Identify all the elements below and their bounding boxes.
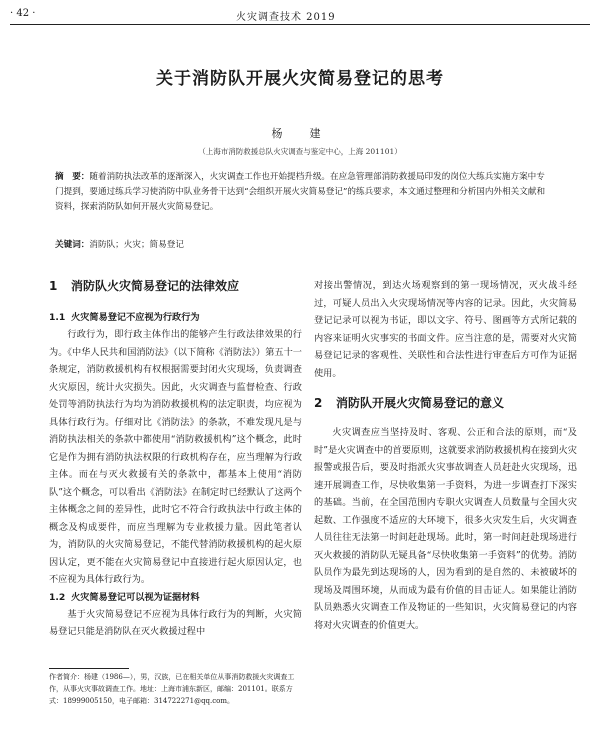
- paragraph: 行政行为，即行政主体作出的能够产生行政法律效果的行为。《中华人民共和国消防法》（以下简称《消防法》）第五十一条规定，消防救援机构有权根据需要封闭火灾现场，负责调查火灾原因，统计火灾损失。因此，火灾调查与监督检查、行政处罚等消防执法行为均为消防救援机构的法定职责，均应视为具体行政行为。仔细对比《消防法》的条款，不难发现凡是与消防执法相关的条款中都使用“消防救援机构”这个概念，此时它是作为拥有消防执法权限的行政机构存在，应当理解为行政主体。而在与灭火救援有关的条款中，都基本上使用“消防队”这个概念，可以看出《消防法》在制定时已经默认了这两个主体概念之间的差异性，此时它不符合行政执法中行政主体的概念及构成要件，而应当理解为专业救援力量。因此笔者认为，消防队的火灾简易登记，不能代替消防救援机构的起火原因认定，更不能在火灾简易登记中直接进行起火原因认定，也不应视为具体行政行为。: [49, 329, 302, 585]
- section-number: 1: [49, 279, 58, 293]
- paragraph: 基于火灾简易登记不应视为具体行政行为的判断，火灾简易登记只能是消防队在灭火救援过程中: [49, 608, 302, 637]
- right-column: [314, 277, 577, 634]
- keywords-label: 关键词：: [55, 240, 90, 250]
- paragraph: 火灾调查应当坚持及时、客观、公正和合法的原则，而“及时”是火灾调查中的首要原则，这就要求消防救援机构在接到火灾报警或报告后，要及时指派火灾事故调查人员赶赴火灾现场，迅速开展调查工作，尽快收集第一手资料，为进一步调查打下深实的基础。当前，在全国范围内专职火灾调查人员数量与全国火灾起数、工作强度不适应的大环境下，很多火灾发生后，火灾调查人员往往无法第一时间赶赴现场。此时，第一时间赶赴现场进行灭火救援的消防队无疑具备“尽快收集第一手资料”的优势。消防队员作为最先到达现场的人，因为看到的是自然的、未被破坏的现场及周围环境，从而成为最有价值的目击证人。如果能让消防队员熟悉火灾调查工作及物证的一些知识，火灾简易登记的内容将对火灾调查的价值更大。: [314, 427, 577, 631]
- page-number: · 42 ·: [10, 8, 36, 19]
- abstract-text: 随着消防执法改革的逐渐深入，火灾调查工作也开始提档升级。在应急管理部消防救援局印发的岗位大练兵实施方案中专门提到，要通过练兵学习使消防中队业务骨干达到“会组织开展火灾简易登记”的练兵要求，本文通过整理和分析国内外相关文献和资料，探索消防队如何开展火灾简易登记。: [55, 172, 546, 212]
- section-title: 火灾简易登记不应视为行政行为: [71, 312, 200, 323]
- journal-name: 火灾调查技术 2019: [236, 12, 336, 23]
- section-title: 消防队火灾简易登记的法律效应: [71, 279, 240, 293]
- section-title: 消防队开展火灾简易登记的意义: [336, 396, 505, 410]
- abstract-label: 摘 要：: [55, 172, 90, 182]
- section-number: 1.1: [49, 312, 66, 323]
- section-number: 1.2: [49, 591, 66, 603]
- section-2-heading: [314, 394, 577, 412]
- author-affiliation: （上海市消防救援总队火灾调查与鉴定中心，上海 201101）: [198, 147, 402, 156]
- left-column: [49, 277, 302, 641]
- section-1-2-heading: [49, 589, 302, 606]
- paragraph: 对接出警情况，到达火场观察到的第一现场情况，灭火战斗经过，可疑人员出入火灾现场情况等内容的记录。因此，火灾简易登记记录可以视为书证，即以文字、符号、图画等方式所记载的内容来证明火灾事实的书面文件。应当注意的是，需要对火灾简易登记记录的客观性、关联性和合法性进行审查后方可作为证据使用。: [314, 280, 577, 379]
- abstract: [55, 170, 550, 215]
- keywords: [55, 238, 550, 250]
- header-rule: [10, 24, 590, 25]
- author-name: 杨 建: [271, 127, 329, 140]
- section-1-heading: [49, 277, 302, 295]
- section-1-1-heading: [49, 309, 302, 326]
- article-title: 关于消防队开展火灾简易登记的思考: [156, 69, 444, 89]
- keywords-text: 消防队；火灾；简易登记: [89, 240, 184, 250]
- running-header: [10, 8, 590, 22]
- section-number: 2: [314, 396, 323, 410]
- footnote-rule: [49, 668, 129, 669]
- section-title: 火灾简易登记可以视为证据材料: [71, 591, 200, 603]
- author-footnote: 作者简介：杨建（1986—），男，汉族，已在相关单位从事消防救援火灾调查工作，从事火灾事故调查工作。地址：上海市浦东新区，邮编：201101。联系方式：18999005150，电子邮箱：314722271@qq.com。: [49, 673, 295, 705]
